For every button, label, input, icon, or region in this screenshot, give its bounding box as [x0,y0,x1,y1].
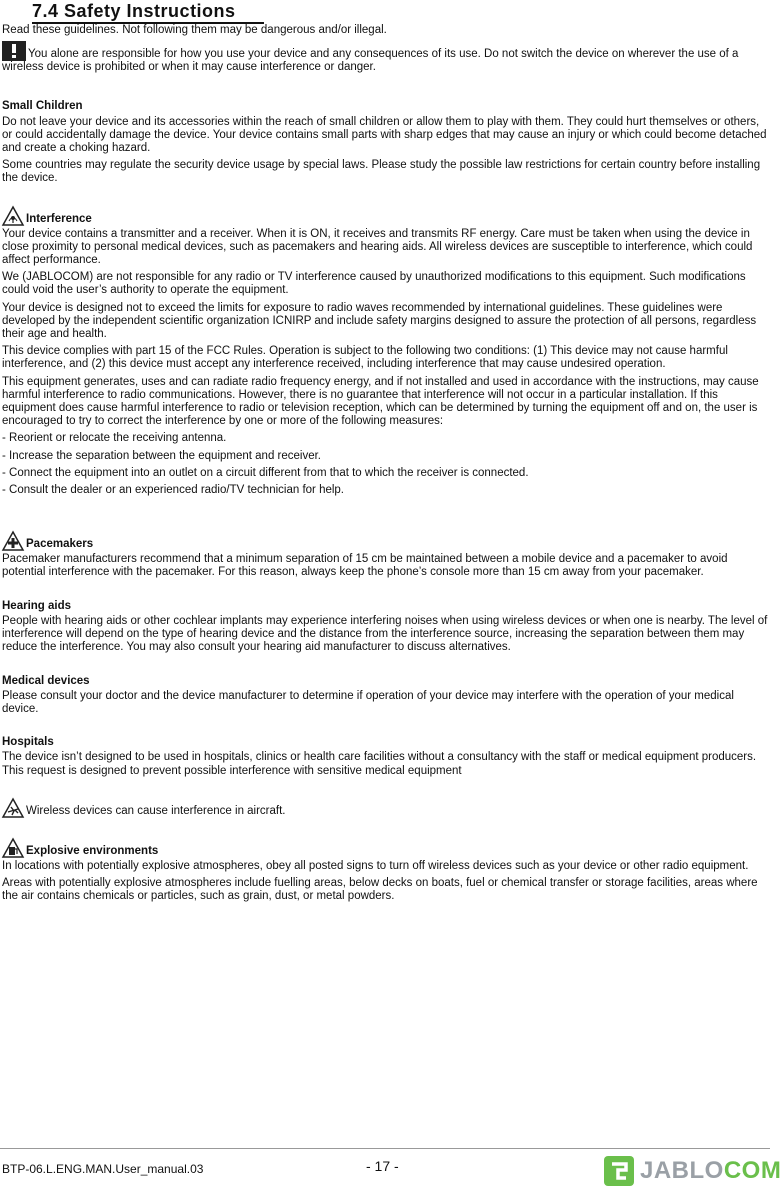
measure-item: - Increase the separation between the equipment and receiver. [2,449,322,462]
explosive-title-row [2,838,768,858]
hospitals-section [2,736,768,778]
interference-title-row [2,206,768,226]
medical-devices-section [2,675,768,717]
paragraph: In locations with potentially explosive atmospheres, obey all posted signs to turn off wireless devices such as your device or other radio equipment. [2,859,749,872]
medical-devices-title: Medical devices [2,674,90,687]
paragraph: Pacemaker manufacturers recommend that a minimum separation of 15 cm be maintained between a mobile device and a pacemaker to avoid potential interference with the pacemaker. For this reason, always keep the phone’s console more than 15 cm away from your pacemaker. [2,553,728,579]
explosive-section [2,838,768,904]
paragraph: Some countries may regulate the security device usage by special laws. Please study the possible law restrictions for certain country before installing the device. [2,159,761,185]
footer-divider [0,1148,770,1149]
page-content [2,0,768,907]
explosive-title: Explosive environments [26,844,159,857]
paragraph: Your device contains a transmitter and a receiver. When it is ON, it receives and transmits RF energy. Care must be taken when using the device in close proximity to personal medical devices, such as pacemakers and hearing aids. All wireless devices are susceptible to interference, which could affect performance. [2,227,753,267]
hearing-aids-title: Hearing aids [2,599,72,612]
hearing-aids-section [2,600,768,655]
paragraph: This device complies with part 15 of the FCC Rules. Operation is subject to the following two conditions: (1) This device may not cause harmful interference, and (2) this device must accept any interference received, including interference that may cause undesired operation. [2,345,728,371]
measure-item: - Connect the equipment into an outlet on a circuit different from that to which the receiver is connected. [2,466,529,479]
brand-part-a: JABLO [640,1157,724,1185]
paragraph: Please consult your doctor and the device manufacturer to determine if operation of your device may interfere with the operation of your medical device. [2,689,734,715]
footer-doc-id: BTP-06.L.ENG.MAN.User_manual.03 [2,1162,204,1176]
medical-warning-icon [2,531,24,551]
aircraft-warning-icon [2,798,24,818]
interference-title: Interference [26,212,92,225]
paragraph: Your device is designed not to exceed the limits for exposure to radio waves recommended by international guidelines. These guidelines were developed by the independent scientific organization ICNIRP and include safety margins designed to assure the protection of all persons, regardless their age and health. [2,301,757,341]
paragraph: We (JABLOCOM) are not responsible for any radio or TV interference caused by unauthorized modifications to this equipment. Such modifications could void the user’s authority to operate the equipment. [2,271,746,297]
small-children-title: Small Children [2,100,83,113]
paragraph: People with hearing aids or other cochlear implants may experience interfering noises when using wireless devices or when one is nearby. The level of interference will depend on the type of hearing device and the distance from the interference source, increasing the separation between them may reduce the interference. You may also consult your hearing aid manufacturer to discuss alternatives. [2,614,768,654]
brand-part-b: COM [723,1157,781,1185]
jablocom-logo [604,1155,781,1187]
intro-text: Read these guidelines. Not following them may be dangerous and/or illegal. [2,24,387,36]
measure-item: - Reorient or relocate the receiving antenna. [2,432,227,445]
aircraft-text: Wireless devices can cause interference in aircraft. [26,804,286,817]
responsibility-note [2,41,768,74]
pacemakers-title-row [2,531,768,551]
paragraph: Areas with potentially explosive atmospheres include fuelling areas, below decks on boats, fuel or chemical transfer or storage facilities, areas where the air contains chemicals or particles, such as grain, dust, or metal powders. [2,876,758,903]
paragraph: The device isn’t designed to be used in hospitals, clinics or health care facilities without a consultancy with the staff or medical equipment producers. This request is designed to prevent possible interference with sensitive medical equipment [2,751,757,777]
brand-wordmark [640,1157,781,1185]
small-children-section [2,100,768,185]
pacemakers-section [2,531,768,579]
hospitals-title: Hospitals [2,736,54,749]
aircraft-note [2,798,768,818]
section-heading: 7.4 Safety Instructions [32,0,264,24]
fuel-warning-icon [2,838,24,858]
page-number: - 17 - [366,1158,399,1174]
radio-warning-icon [2,206,24,226]
exclamation-icon [2,41,26,61]
jablocom-mark-icon [604,1156,634,1186]
interference-section [2,206,768,498]
measure-item: - Consult the dealer or an experienced radio/TV technician for help. [2,484,345,497]
pacemakers-title: Pacemakers [26,538,94,551]
paragraph: This equipment generates, uses and can radiate radio frequency energy, and if not installed and used in accordance with the instructions, may cause harmful interference to radio communications. However, there is no guarantee that interference will not occur in a particular installation. If this equipment does cause harmful interference to radio or television reception, which can be determined by turning the equipment off and on, the user is encouraged to try to correct the interference by one or more of the following measures: [2,375,759,428]
paragraph: Do not leave your device and its accessories within the reach of small children or allow them to play with them. They could hurt themselves or others, or could accidentally damage the device. Your device contains small parts with sharp edges that may cause an injury or which could become detached and create a choking hazard. [2,115,767,155]
responsibility-text: You alone are responsible for how you use your device and any consequences of its use. Do not switch the device on wherever the use of a wireless device is prohibited or when it may cause interference or danger. [2,48,739,74]
